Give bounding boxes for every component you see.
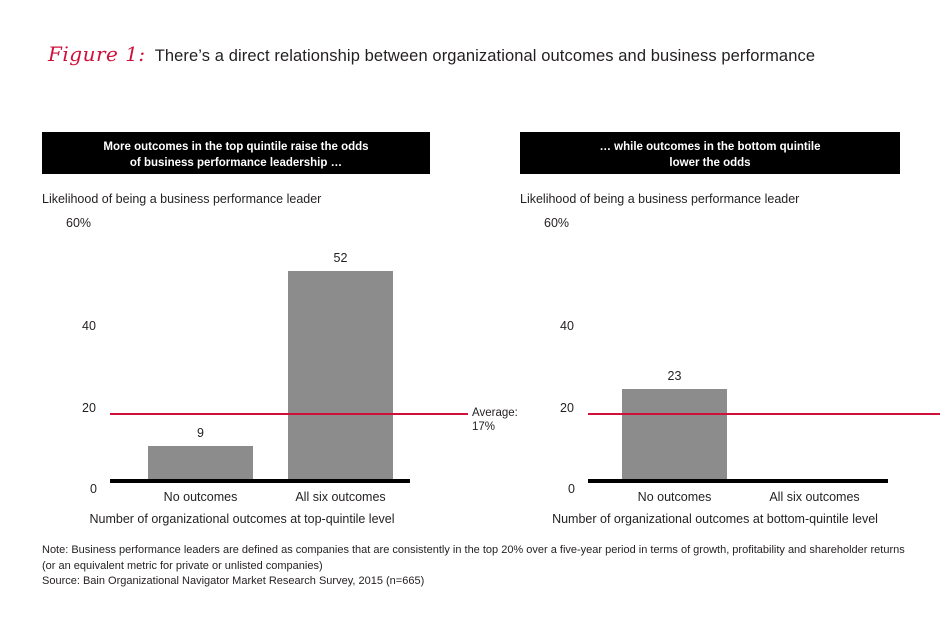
average-reference-line-left — [110, 413, 468, 415]
footnotes — [42, 543, 922, 590]
note-line-2: (or an equivalent metric for private or unlisted companies) — [42, 559, 323, 572]
bar-chart-left — [42, 216, 518, 526]
panel-header-left-line2: of business performance leadership … — [129, 156, 343, 169]
bar-all-six-outcomes-left[interactable] — [288, 271, 393, 483]
plot-area-left — [110, 238, 410, 483]
page-title — [48, 42, 908, 66]
x-axis-label-all-six-outcomes-left: All six outcomes — [295, 490, 386, 504]
note-line-1: Note: Business performance leaders are defined as companies that are consistently in the top 20% over a five-year period in terms of growth, profitability and shareholder returns — [42, 544, 905, 556]
panel-header-left-line1: More outcomes in the top quintile raise the odds — [103, 141, 369, 153]
bar-no-outcomes-right[interactable] — [622, 389, 727, 483]
y-axis-tick-40-right: 40 — [560, 319, 574, 333]
bar-chart-right — [520, 216, 910, 526]
x-axis-label-all-six-outcomes-right: All six outcomes — [769, 490, 860, 504]
bar-value-no-outcomes-right: 23 — [667, 369, 682, 383]
bar-value-all-six-outcomes-left: 52 — [333, 251, 348, 265]
chart-panel-left — [42, 132, 518, 526]
average-label-line1: Average: — [472, 407, 518, 419]
panel-subtitle-right: Likelihood of being a business performance leader — [520, 192, 800, 206]
y-axis-tick-0-right: 0 — [568, 482, 575, 496]
x-axis-label-no-outcomes-left: No outcomes — [163, 490, 238, 504]
y-axis-tick-0-left: 0 — [90, 482, 97, 496]
panel-header-right-line1: … while outcomes in the bottom quintile — [599, 141, 821, 153]
panel-subtitle-left: Likelihood of being a business performance leader — [42, 192, 322, 206]
panel-header-left — [42, 132, 430, 174]
x-axis-baseline-right — [588, 479, 888, 483]
y-axis-top-label-left: 60% — [66, 216, 92, 230]
y-axis-tick-20-left: 20 — [82, 401, 96, 415]
average-label-line2: 17% — [472, 421, 496, 434]
y-axis-tick-20-right: 20 — [560, 401, 574, 415]
plot-area-right — [588, 238, 888, 483]
average-reference-line-right — [588, 413, 940, 415]
x-axis-label-no-outcomes-right: No outcomes — [637, 490, 712, 504]
panel-header-right-line2: lower the odds — [669, 156, 751, 169]
x-axis-baseline-left — [110, 479, 410, 483]
bar-no-outcomes-left[interactable] — [148, 446, 253, 483]
y-axis-tick-40-left: 40 — [82, 319, 96, 333]
figure-title-text: There’s a direct relationship between organizational outcomes and business performance — [154, 47, 816, 65]
chart-panel-right — [520, 132, 910, 526]
source-line: Source: Bain Organizational Navigator Market Research Survey, 2015 (n=665) — [42, 575, 425, 588]
bar-value-no-outcomes-left: 9 — [197, 426, 204, 440]
figure-number-label: Figure 1: — [48, 42, 146, 66]
y-axis-top-label-right: 60% — [544, 216, 570, 230]
x-axis-title-left: Number of organizational outcomes at top-quintile level — [89, 512, 395, 526]
x-axis-title-right: Number of organizational outcomes at bottom-quintile level — [552, 512, 878, 526]
panel-header-right — [520, 132, 900, 174]
